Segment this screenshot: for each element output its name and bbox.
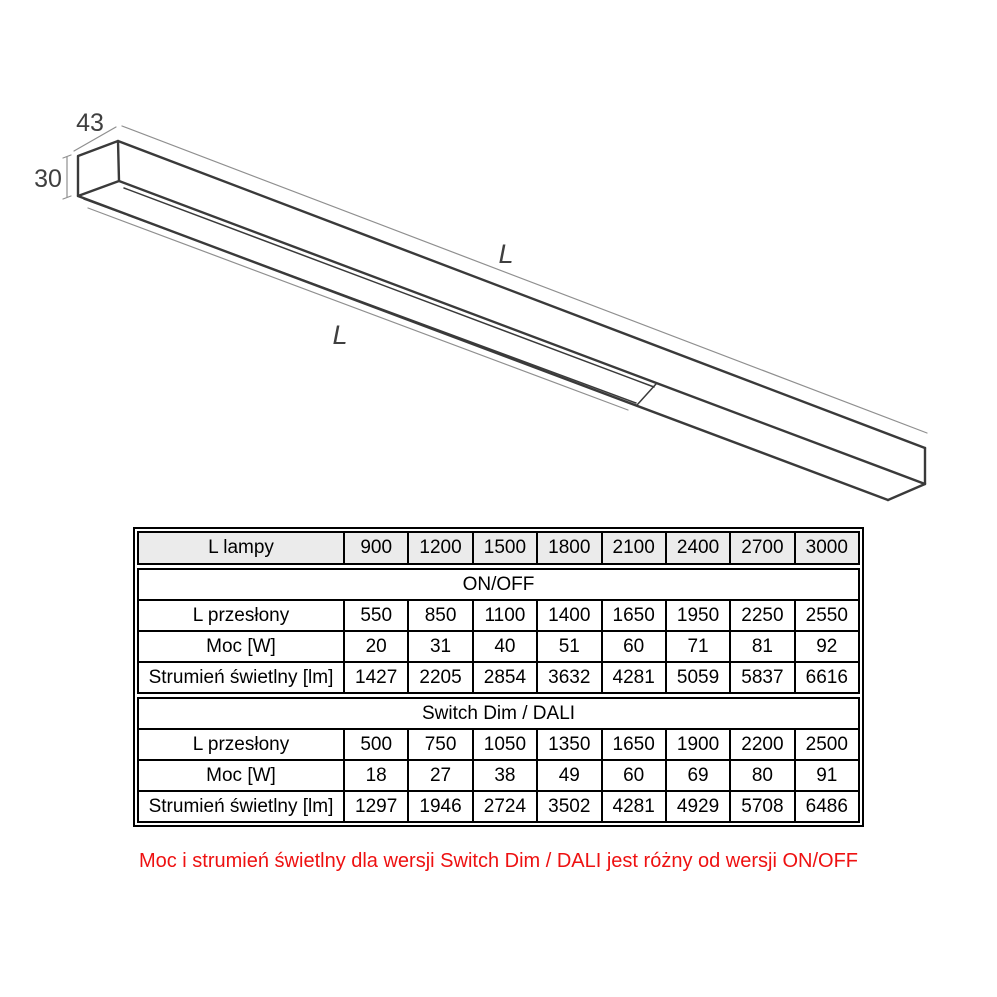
row-label-cell: Strumień świetlny [lm] <box>138 791 344 822</box>
spec-table <box>133 527 864 827</box>
spec-table-section-0 <box>137 568 860 694</box>
section-title-cell: Switch Dim / DALI <box>138 698 859 729</box>
value-cell: 6616 <box>795 662 859 693</box>
dim-label-diffuser-length: L <box>332 320 348 350</box>
spec-data-row <box>138 729 859 760</box>
value-cell: 2854 <box>473 662 537 693</box>
value-cell: 1050 <box>473 729 537 760</box>
dim-label-lamp-length: L <box>498 239 514 269</box>
value-cell: 4281 <box>602 791 666 822</box>
value-cell: 6486 <box>795 791 859 822</box>
row-label-cell: L przesłony <box>138 729 344 760</box>
value-cell: 92 <box>795 631 859 662</box>
lamp-length-cell: 1800 <box>537 532 601 564</box>
spec-data-row <box>138 600 859 631</box>
dim-label-height: 30 <box>34 165 62 193</box>
section-title-row <box>138 569 859 600</box>
dim-label-width: 43 <box>76 109 104 137</box>
value-cell: 1650 <box>602 729 666 760</box>
value-cell: 2200 <box>730 729 794 760</box>
value-cell: 4281 <box>602 662 666 693</box>
header-label-cell: L lampy <box>138 532 344 564</box>
spec-table-section-1 <box>137 697 860 823</box>
value-cell: 20 <box>344 631 408 662</box>
value-cell: 1100 <box>473 600 537 631</box>
value-cell: 3502 <box>537 791 601 822</box>
spec-data-row <box>138 760 859 791</box>
lamp-length-cell: 900 <box>344 532 408 564</box>
lamp-body-outline <box>78 141 925 500</box>
value-cell: 60 <box>602 760 666 791</box>
value-cell: 2724 <box>473 791 537 822</box>
lamp-length-cell: 1500 <box>473 532 537 564</box>
value-cell: 81 <box>730 631 794 662</box>
value-cell: 31 <box>408 631 472 662</box>
value-cell: 51 <box>537 631 601 662</box>
row-label-cell: Moc [W] <box>138 760 344 791</box>
row-label-cell: Moc [W] <box>138 631 344 662</box>
value-cell: 1900 <box>666 729 730 760</box>
lamp-end-cap-right <box>888 448 925 500</box>
spec-data-row <box>138 791 859 822</box>
lamp-length-header-row <box>138 532 859 564</box>
diffuser-rim-front <box>84 199 636 403</box>
diffuser-rim-back <box>124 188 654 387</box>
value-cell: 1650 <box>602 600 666 631</box>
value-cell: 2500 <box>795 729 859 760</box>
dimension-line-diffuser-length <box>88 208 628 410</box>
value-cell: 750 <box>408 729 472 760</box>
value-cell: 3632 <box>537 662 601 693</box>
lamp-length-cell: 1200 <box>408 532 472 564</box>
section-title-cell: ON/OFF <box>138 569 859 600</box>
value-cell: 18 <box>344 760 408 791</box>
dimension-line-lamp-length <box>122 126 927 433</box>
value-cell: 1400 <box>537 600 601 631</box>
lamp-length-cell: 2400 <box>666 532 730 564</box>
value-cell: 69 <box>666 760 730 791</box>
value-cell: 1297 <box>344 791 408 822</box>
lamp-end-cap-left <box>78 141 119 196</box>
row-label-cell: Strumień świetlny [lm] <box>138 662 344 693</box>
lamp-length-cell: 2700 <box>730 532 794 564</box>
section-title-row <box>138 698 859 729</box>
spec-data-row <box>138 631 859 662</box>
value-cell: 550 <box>344 600 408 631</box>
value-cell: 1427 <box>344 662 408 693</box>
spec-table-header <box>137 531 860 565</box>
value-cell: 49 <box>537 760 601 791</box>
value-cell: 4929 <box>666 791 730 822</box>
row-label-cell: L przesłony <box>138 600 344 631</box>
spec-data-row <box>138 662 859 693</box>
value-cell: 500 <box>344 729 408 760</box>
dimension-lines <box>63 126 927 433</box>
value-cell: 5837 <box>730 662 794 693</box>
value-cell: 38 <box>473 760 537 791</box>
value-cell: 1350 <box>537 729 601 760</box>
value-cell: 1950 <box>666 600 730 631</box>
value-cell: 1946 <box>408 791 472 822</box>
value-cell: 60 <box>602 631 666 662</box>
value-cell: 91 <box>795 760 859 791</box>
lamp-edge-middle <box>119 181 925 484</box>
value-cell: 27 <box>408 760 472 791</box>
value-cell: 2205 <box>408 662 472 693</box>
diffuser-end-step <box>637 384 656 405</box>
value-cell: 2550 <box>795 600 859 631</box>
value-cell: 71 <box>666 631 730 662</box>
value-cell: 2250 <box>730 600 794 631</box>
value-cell: 850 <box>408 600 472 631</box>
value-cell: 40 <box>473 631 537 662</box>
lamp-length-cell: 2100 <box>602 532 666 564</box>
footnote-text: Moc i strumień świetlny dla wersji Switch Dim / DALI jest różny od wersji ON/OFF <box>138 850 859 872</box>
lamp-length-cell: 3000 <box>795 532 859 564</box>
lamp-edge-top <box>118 141 925 448</box>
value-cell: 5059 <box>666 662 730 693</box>
value-cell: 80 <box>730 760 794 791</box>
value-cell: 5708 <box>730 791 794 822</box>
